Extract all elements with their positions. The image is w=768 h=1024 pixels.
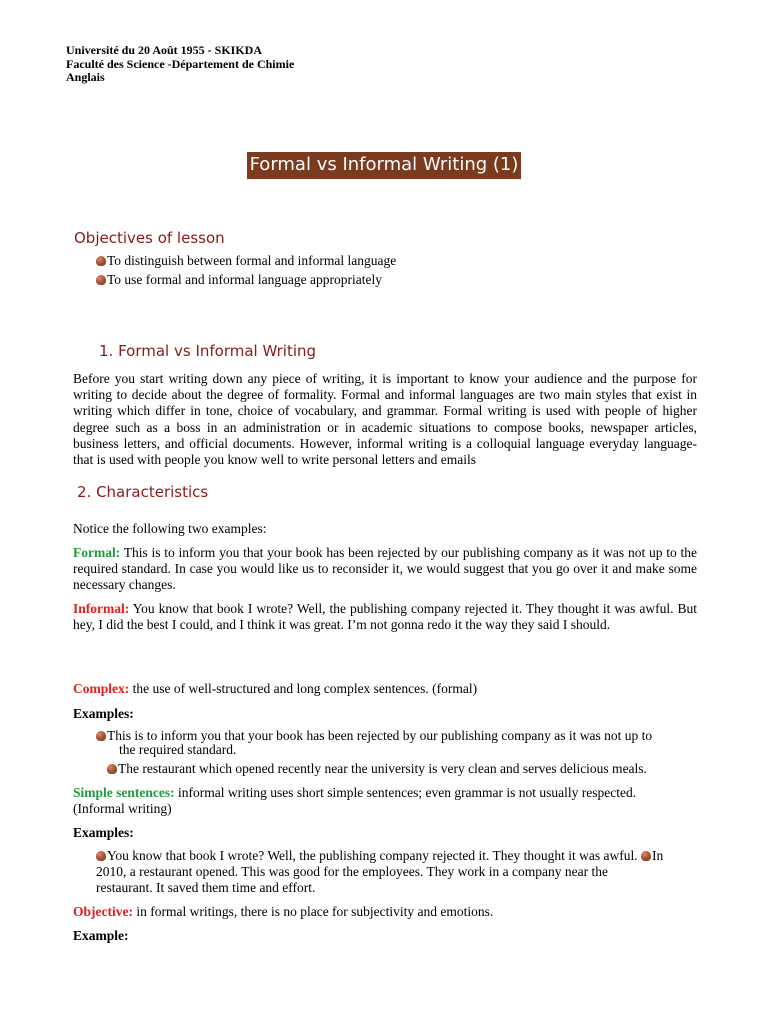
university-header [66, 44, 294, 85]
header-faculty: Faculté des Science -Département de Chimie [66, 56, 295, 71]
example-label: Example: [73, 928, 129, 943]
informal-text: You know that book I wrote? Well, the publishing company rejected it. They thought it was awful. But hey, I did the best I could, and I think it was great. I’m not gonna redo it the way they said I should. [73, 601, 697, 633]
header-course: Anglais [66, 70, 105, 84]
section1-paragraph: Before you start writing down any piece of writing, it is important to know your audience and the purpose for writing to decide about the degree of formality. Formal and informal languages are two main styles that exist in writing which differ in tone, choice of vocabulary, and grammar. Formal writing is used with people of higher degree such as a boss in an administration or in academic situations to compose books, newspaper articles, business letters, and official documents. However, informal writing is a colloquial language everyday language- that is used with people you know well to write personal letters and emails [73, 371, 697, 468]
complex-definition [73, 681, 697, 697]
bullet-icon [96, 275, 106, 285]
objective-item [96, 253, 396, 269]
simple-label: Simple sentences: [73, 785, 175, 800]
objective-item-text: To distinguish between formal and informal language [107, 253, 397, 268]
complex-example-text: The restaurant which opened recently near the university is very clean and serves delicious meals. [118, 761, 647, 776]
objective-text: in formal writings, there is no place for subjectivity and emotions. [132, 904, 494, 919]
section1-heading: 1. Formal vs Informal Writing [99, 342, 317, 360]
document-title: Formal vs Informal Writing (1) [247, 152, 522, 179]
complex-label: Complex: [73, 681, 130, 696]
simple-text: informal writing uses short simple sentences; even grammar is not usually respected. [174, 785, 637, 800]
section2-heading: 2. Characteristics [77, 483, 209, 501]
header-university: Université du 20 Août 1955 - SKIKDA [66, 43, 263, 57]
formal-text: This is to inform you that your book has been rejected by our publishing company as it was not up to the required standard. In case you would like us to reconsider it, we would suggest that you go over it and make some necessary changes. [73, 545, 697, 593]
bullet-icon [96, 256, 106, 266]
complex-example-text: This is to inform you that your book has been rejected by our publishing company as it was not up to [107, 728, 653, 743]
bullet-icon [96, 731, 106, 741]
objective-item-text: To use formal and informal language appropriately [107, 272, 382, 287]
examples-label: Examples: [73, 825, 134, 840]
complex-example-continuation: the required standard. [119, 742, 237, 757]
informal-label: Informal: [73, 601, 130, 616]
informal-example [73, 601, 697, 633]
objective-label: Objective: [73, 904, 133, 919]
bullet-icon [641, 851, 651, 861]
bullet-icon [107, 764, 117, 774]
objectives-heading: Objectives of lesson [74, 229, 225, 247]
formal-example [73, 545, 697, 594]
objective-definition [73, 904, 697, 920]
examples-intro: Notice the following two examples: [73, 521, 267, 536]
simple-example-continuation: 2010, a restaurant opened. This was good for the employees. They work in a company near the [96, 864, 608, 879]
complex-example [107, 761, 647, 777]
title-wrapper [0, 152, 768, 179]
objective-item [96, 272, 382, 288]
formal-label: Formal: [73, 545, 121, 560]
examples-label: Examples: [73, 706, 134, 721]
simple-example-continuation: restaurant. It saved them time and effort. [96, 880, 316, 895]
simple-example-text: You know that book I wrote? Well, the publishing company rejected it. They thought it was awful. [107, 848, 641, 863]
simple-definition-continuation: (Informal writing) [73, 801, 172, 816]
bullet-icon [96, 851, 106, 861]
simple-example-text: In [651, 848, 664, 863]
complex-text: the use of well-structured and long complex sentences. (formal) [129, 681, 478, 696]
simple-example [96, 848, 663, 864]
simple-definition [73, 785, 697, 801]
